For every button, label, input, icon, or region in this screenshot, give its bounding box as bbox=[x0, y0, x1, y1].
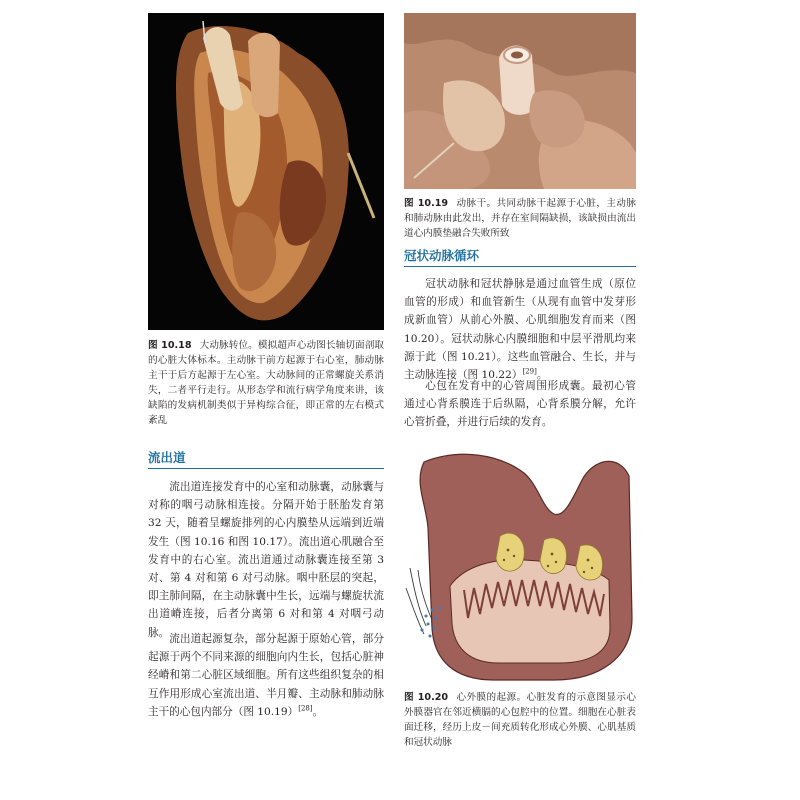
caption-text: 心外膜的起源。心脏发育的示意图显示心外膜器官在邻近横膈的心包腔中的位置。细胞在心脏表面迁移，经历上皮－间充质转化形成心外膜、心肌基质和冠状动脉 bbox=[404, 692, 637, 748]
paragraph-text bbox=[404, 275, 636, 384]
paragraph-end: 。 bbox=[312, 705, 324, 718]
coronary-paragraph-2 bbox=[404, 377, 636, 432]
section-heading-outflow bbox=[148, 449, 384, 469]
section-title: 冠状动脉循环 bbox=[404, 248, 480, 263]
figure-10-19-photo bbox=[404, 13, 636, 189]
paragraph-body: 冠状动脉和冠状静脉是通过血管生成（原位血管的形成）和血管新生（从现有血管中发芽形成新血管）从前心外膜、心肌细胞发育而来（图 10.20）。冠状动脉心内膜细胞和中层平滑肌均来源于此（图 10.21）。这些血管融合、生长，并与主动脉连接（图 10.22） bbox=[404, 278, 636, 382]
paragraph-text: 流出道连接发育中的心室和动脉囊，动脉囊与对称的咽弓动脉相连接。分隔开始于胚胎发育第 32 天，随着呈螺旋排列的心内膜垫从远端到近端发生（图 10.16 和图 10.17）。流出道心肌融合至发育中的右心室。流出道通过动脉囊连接至第 3 对、第 4 对和第 6 对弓动脉。咽中胚层的突起，即主肺间隔，在主动脉囊中生长，远端与螺旋状流出道嵴连接，后者分离第 6 对和第 4 对咽弓动脉。 bbox=[148, 481, 384, 639]
citation-ref: [28] bbox=[298, 704, 313, 713]
section-heading-coronary bbox=[404, 247, 636, 267]
figure-label: 图 10.18 bbox=[148, 340, 192, 351]
paragraph-text bbox=[148, 630, 384, 721]
section-title: 流出道 bbox=[148, 450, 186, 465]
heading-rule bbox=[404, 266, 636, 268]
figure-10-20-diagram bbox=[404, 448, 636, 682]
citation-ref: [29] bbox=[522, 367, 537, 376]
heading-rule bbox=[148, 468, 384, 470]
figure-label: 图 10.19 bbox=[404, 198, 449, 209]
figure-label: 图 10.20 bbox=[404, 692, 449, 703]
caption-text: 动脉干。共同动脉干起源于心脏，主动脉和肺动脉由此发出，并存在室间隔缺损，该缺损由流出道心内膜垫融合失败所致 bbox=[404, 198, 637, 239]
proepicardium-schematic bbox=[404, 448, 636, 682]
figure-10-18-caption bbox=[148, 338, 384, 428]
figure-10-20-caption bbox=[404, 690, 636, 750]
heart-specimen-image bbox=[148, 13, 384, 330]
figure-10-18-photo bbox=[148, 13, 384, 330]
paragraph-body: 流出道起源复杂，部分起源于原始心管，部分起源于两个不同来源的细胞向内生长，包括心脏神经嵴和第二心脏区域细胞。所有这些组织复杂的相互作用形成心室流出道、半月瓣、主动脉和肺动脉主干的心包内部分（图 10.19） bbox=[148, 633, 384, 718]
truncus-specimen-image bbox=[404, 13, 636, 189]
figure-10-19-caption bbox=[404, 196, 636, 241]
outflow-paragraph-2 bbox=[148, 630, 384, 721]
paragraph-end: 。 bbox=[536, 369, 548, 382]
caption-text: 大动脉转位。模拟超声心动图长轴切面剖取的心脏大体标本。主动脉干前方起源于右心室，肺动脉主干于后方起源于左心室。大动脉间的正常螺旋关系消失，二者平行走行。从形态学和流行病学角度来讲，该缺陷的发病机制类似于异构综合征，即正常的左右模式紊乱 bbox=[148, 340, 385, 426]
paragraph-text: 心包在发育中的心管周围形成囊。最初心管通过心背系膜连于后纵隔，心背系膜分解，允许心管折叠，并进行后续的发育。 bbox=[404, 380, 636, 429]
coronary-paragraph-1 bbox=[404, 275, 636, 384]
outflow-paragraph-1 bbox=[148, 478, 384, 642]
